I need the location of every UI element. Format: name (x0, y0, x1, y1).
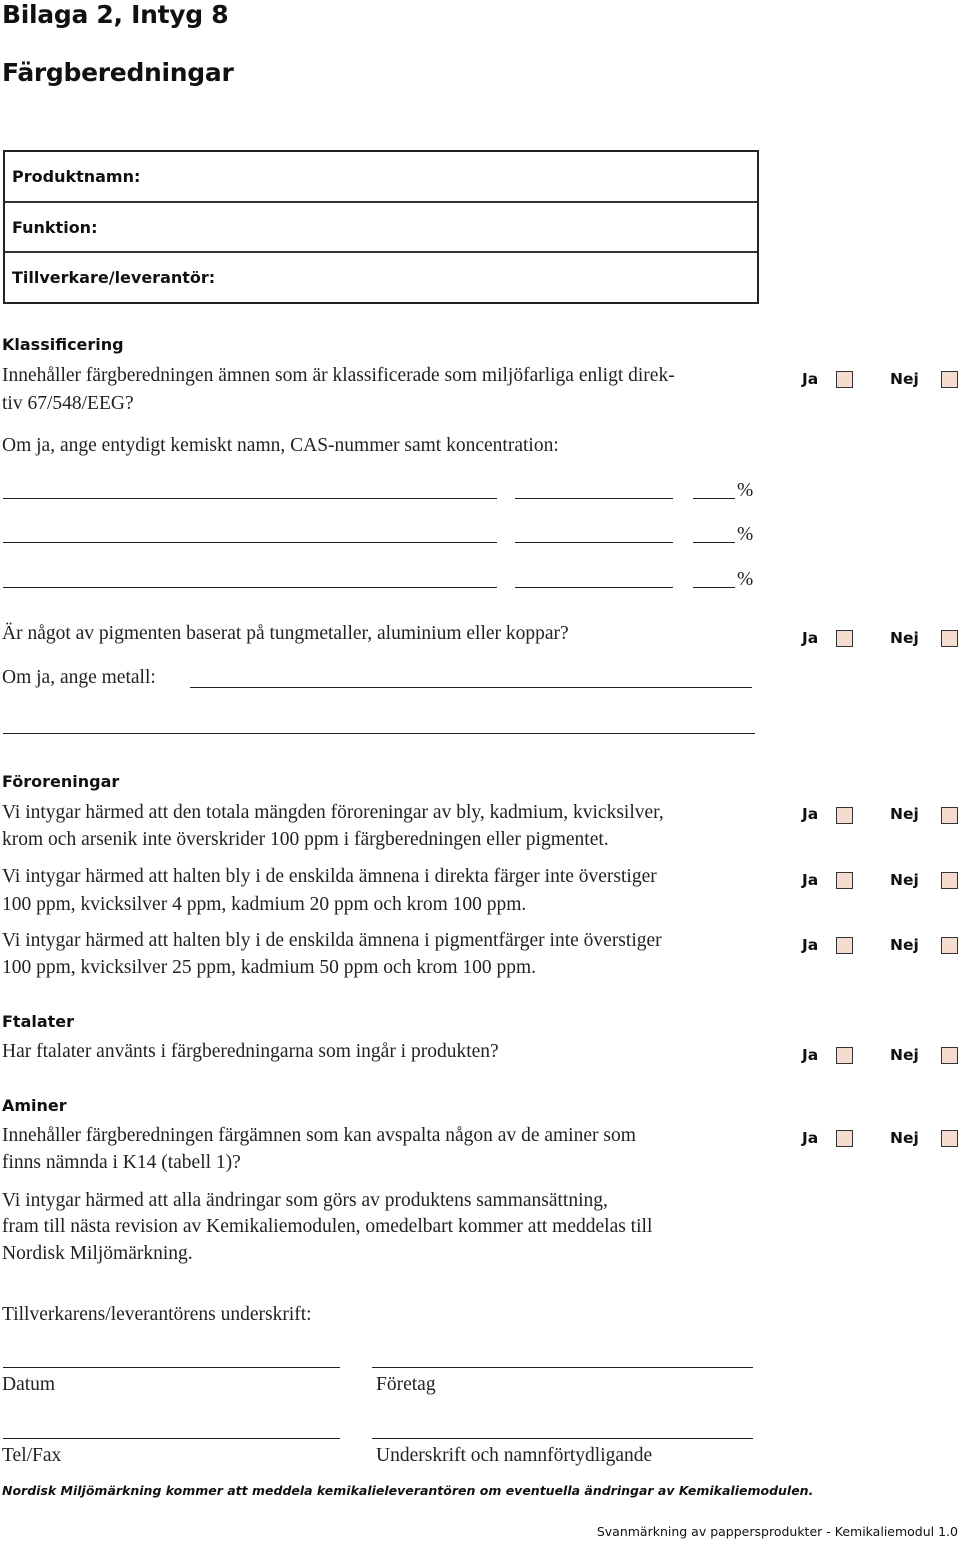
percent-sign-3: % (737, 569, 754, 590)
phthalates-yes-checkbox[interactable] (836, 1047, 853, 1064)
footer-note: Nordisk Miljömärkning kommer att meddela kemikalieleverantören om eventuella ändringar av Kemikaliemodulen. (2, 1483, 814, 1498)
manufacturer-label: Tillverkare/leverantör: (12, 268, 216, 287)
percent-sign-2: % (737, 524, 754, 545)
function-label: Funktion: (12, 218, 98, 237)
signature-name-label: Underskrift och namnförtydligande (376, 1445, 653, 1466)
impurities-q3-yes-label: Ja (802, 936, 819, 954)
amines-statement-line3: Nordisk Miljömärkning. (2, 1243, 193, 1264)
company-line[interactable] (372, 1367, 753, 1368)
product-name-label: Produktnamn: (12, 167, 141, 186)
classification-heading: Klassificering (2, 335, 124, 354)
amines-no-label: Nej (890, 1129, 919, 1147)
cas-number-line-2[interactable] (515, 542, 673, 543)
signature-name-line[interactable] (372, 1438, 753, 1439)
impurities-q2-no-label: Nej (890, 871, 919, 889)
classification-question-line2: tiv 67/548/EEG? (2, 393, 134, 414)
impurities-q1-no-checkbox[interactable] (941, 807, 958, 824)
manufacturer-field[interactable] (5, 251, 757, 301)
company-label: Företag (376, 1374, 436, 1395)
impurities-q2-yes-label: Ja (802, 871, 819, 889)
amines-question-line2: finns nämnda i K14 (tabell 1)? (2, 1152, 241, 1173)
phone-fax-line[interactable] (3, 1438, 340, 1439)
date-line[interactable] (3, 1367, 340, 1368)
pigment-no-label: Nej (890, 629, 919, 647)
signature-label: Tillverkarens/leverantörens underskrift: (2, 1304, 312, 1325)
classification-question-line1: Innehåller färgberedningen ämnen som är klassificerade som miljöfarliga enligt direk- (2, 365, 675, 386)
phthalates-yes-label: Ja (802, 1046, 819, 1064)
pigment-yes-checkbox[interactable] (836, 630, 853, 647)
pigment-yes-label: Ja (802, 629, 819, 647)
pigment-question: Är något av pigmenten baserat på tungmetaller, aluminium eller koppar? (2, 623, 569, 644)
amines-question-line1: Innehåller färgberedningen färgämnen som kan avspalta någon av de aminer som (2, 1125, 636, 1146)
amines-yes-checkbox[interactable] (836, 1130, 853, 1147)
phthalates-heading: Ftalater (2, 1012, 75, 1031)
substance-name-line-1[interactable] (3, 498, 497, 499)
attachment-heading: Bilaga 2, Intyg 8 (2, 0, 229, 29)
function-field[interactable] (5, 201, 757, 251)
phone-fax-label: Tel/Fax (2, 1445, 62, 1466)
document-name: Svanmärkning av pappersprodukter - Kemikaliemodul 1.0 (596, 1524, 958, 1539)
impurities-q1-line2: krom och arsenik inte överskrider 100 ppm i färgberedningen eller pigmentet. (2, 829, 609, 850)
amines-statement-line1: Vi intygar härmed att alla ändringar som görs av produktens sammansättning, (2, 1190, 608, 1211)
product-name-field[interactable] (5, 152, 757, 200)
classification-if-yes-text: Om ja, ange entydigt kemiskt namn, CAS-nummer samt koncentration: (2, 435, 559, 456)
classification-yes-checkbox[interactable] (836, 371, 853, 388)
impurities-q3-no-checkbox[interactable] (941, 937, 958, 954)
classification-no-label: Nej (890, 370, 919, 388)
metal-input-line[interactable] (190, 687, 752, 688)
impurities-q1-yes-label: Ja (802, 805, 819, 823)
impurities-q1-line1: Vi intygar härmed att den totala mängden föroreningar av bly, kadmium, kvicksilver, (2, 802, 664, 823)
pigment-no-checkbox[interactable] (941, 630, 958, 647)
impurities-q1-yes-checkbox[interactable] (836, 807, 853, 824)
cas-number-line-1[interactable] (515, 498, 673, 499)
amines-statement-line2: fram till nästa revision av Kemikaliemodulen, omedelbart kommer att meddelas till (2, 1216, 653, 1237)
amines-yes-label: Ja (802, 1129, 819, 1147)
impurities-q2-line2: 100 ppm, kvicksilver 4 ppm, kadmium 20 ppm och krom 100 ppm. (2, 894, 527, 915)
impurities-q3-no-label: Nej (890, 936, 919, 954)
product-info-box (3, 150, 759, 304)
concentration-line-1[interactable] (693, 498, 735, 499)
percent-sign-1: % (737, 480, 754, 501)
phthalates-no-label: Nej (890, 1046, 919, 1064)
impurities-q1-no-label: Nej (890, 805, 919, 823)
impurities-q3-yes-checkbox[interactable] (836, 937, 853, 954)
metal-label: Om ja, ange metall: (2, 667, 156, 688)
cas-number-line-3[interactable] (515, 587, 673, 588)
classification-no-checkbox[interactable] (941, 371, 958, 388)
impurities-heading: Föroreningar (2, 772, 120, 791)
phthalates-question: Har ftalater använts i färgberedningarna som ingår i produkten? (2, 1041, 499, 1062)
impurities-q2-line1: Vi intygar härmed att halten bly i de enskilda ämnena i direkta färger inte överstiger (2, 866, 657, 887)
substance-name-line-2[interactable] (3, 542, 497, 543)
date-label: Datum (2, 1374, 56, 1395)
phthalates-no-checkbox[interactable] (941, 1047, 958, 1064)
substance-name-line-3[interactable] (3, 587, 497, 588)
impurities-q2-yes-checkbox[interactable] (836, 872, 853, 889)
concentration-line-2[interactable] (693, 542, 735, 543)
impurities-q2-no-checkbox[interactable] (941, 872, 958, 889)
amines-heading: Aminer (2, 1096, 67, 1115)
impurities-q3-line2: 100 ppm, kvicksilver 25 ppm, kadmium 50 ppm och krom 100 ppm. (2, 957, 537, 978)
amines-no-checkbox[interactable] (941, 1130, 958, 1147)
page-title: Färgberedningar (2, 58, 234, 87)
metal-input-line-2[interactable] (3, 733, 755, 734)
impurities-q3-line1: Vi intygar härmed att halten bly i de enskilda ämnena i pigmentfärger inte överstiger (2, 930, 662, 951)
classification-yes-label: Ja (802, 370, 819, 388)
concentration-line-3[interactable] (693, 587, 735, 588)
